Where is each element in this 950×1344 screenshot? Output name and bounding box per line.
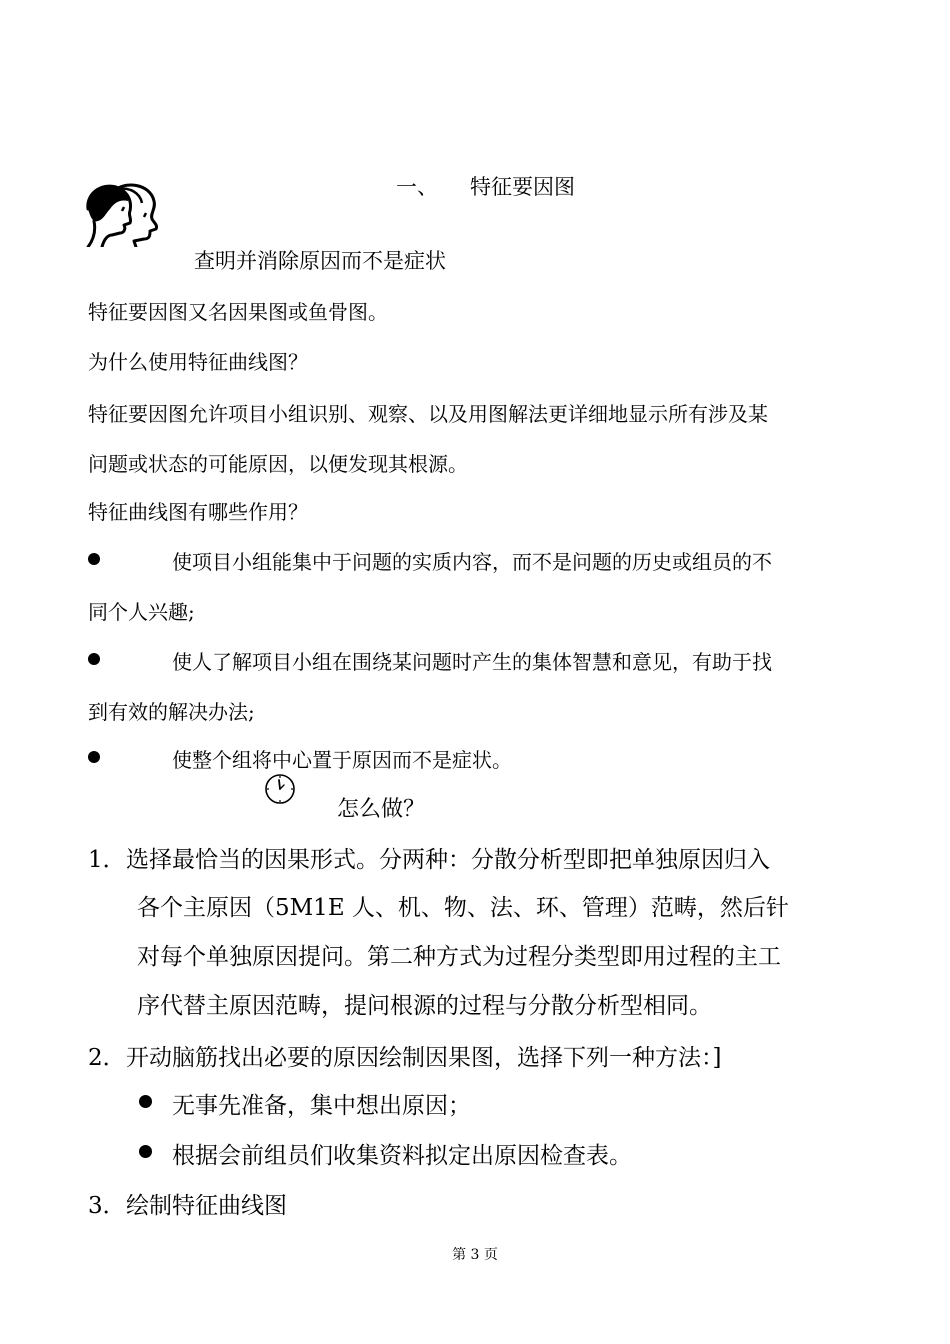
use-item-line: 到有效的解决办法; <box>88 700 255 724</box>
bullet-dot-icon <box>139 1095 152 1108</box>
use-item-line: 同个人兴趣; <box>88 600 195 624</box>
people-heads-icon <box>84 183 162 247</box>
step-number: 1． <box>88 847 126 873</box>
bullet-dot-icon <box>88 751 100 763</box>
use-question: 特征曲线图有哪些作用？ <box>88 500 308 524</box>
use-item-line: 使整个组将中心置于原因而不是症状。 <box>172 748 512 772</box>
step-number: 3． <box>88 1193 126 1219</box>
method-option: 无事先准备，集中想出原因； <box>172 1093 471 1119</box>
intro-text: 特征要因图又名因果图或鱼骨图。 <box>88 300 388 324</box>
step-line: 开动脑筋找出必要的原因绘制因果图，选择下列一种方法：] <box>126 1045 722 1071</box>
step-line: 对每个单独原因提问。第二种方式为过程分类型即用过程的主工 <box>137 944 781 970</box>
step-line: 选择最恰当的因果形式。分两种：分散分析型即把单独原因归入 <box>126 847 770 873</box>
method-option: 根据会前组员们收集资料拟定出原因检查表。 <box>172 1143 632 1169</box>
step-line: 各个主原因（5M1E 人、机、物、法、环、管理）范畴，然后针 <box>137 895 789 921</box>
why-answer-line: 特征要因图允许项目小组识别、观察、以及用图解法更详细地显示所有涉及某 <box>88 402 768 426</box>
bullet-dot-icon <box>88 653 100 665</box>
section-title: 特征要因图 <box>470 175 575 199</box>
clock-icon <box>263 772 297 806</box>
why-question: 为什么使用特征曲线图？ <box>88 350 308 374</box>
section-number: 一、 <box>396 175 438 199</box>
use-item-line: 使人了解项目小组在围绕某问题时产生的集体智慧和意见，有助于找 <box>172 650 772 674</box>
step-number: 2． <box>88 1045 126 1071</box>
page-number: 第 3 页 <box>452 1247 498 1263</box>
bullet-dot-icon <box>139 1145 152 1158</box>
step-line: 序代替主原因范畴，提问根源的过程与分散分析型相同。 <box>137 993 712 1019</box>
step-line: 绘制特征曲线图 <box>126 1193 287 1219</box>
why-answer-line: 问题或状态的可能原因，以便发现其根源。 <box>88 452 468 476</box>
subtitle: 查明并消除原因而不是症状 <box>194 249 446 273</box>
bullet-dot-icon <box>88 553 100 565</box>
how-title: 怎么做？ <box>337 797 426 822</box>
use-item-line: 使项目小组能集中于问题的实质内容，而不是问题的历史或组员的不 <box>172 550 772 574</box>
